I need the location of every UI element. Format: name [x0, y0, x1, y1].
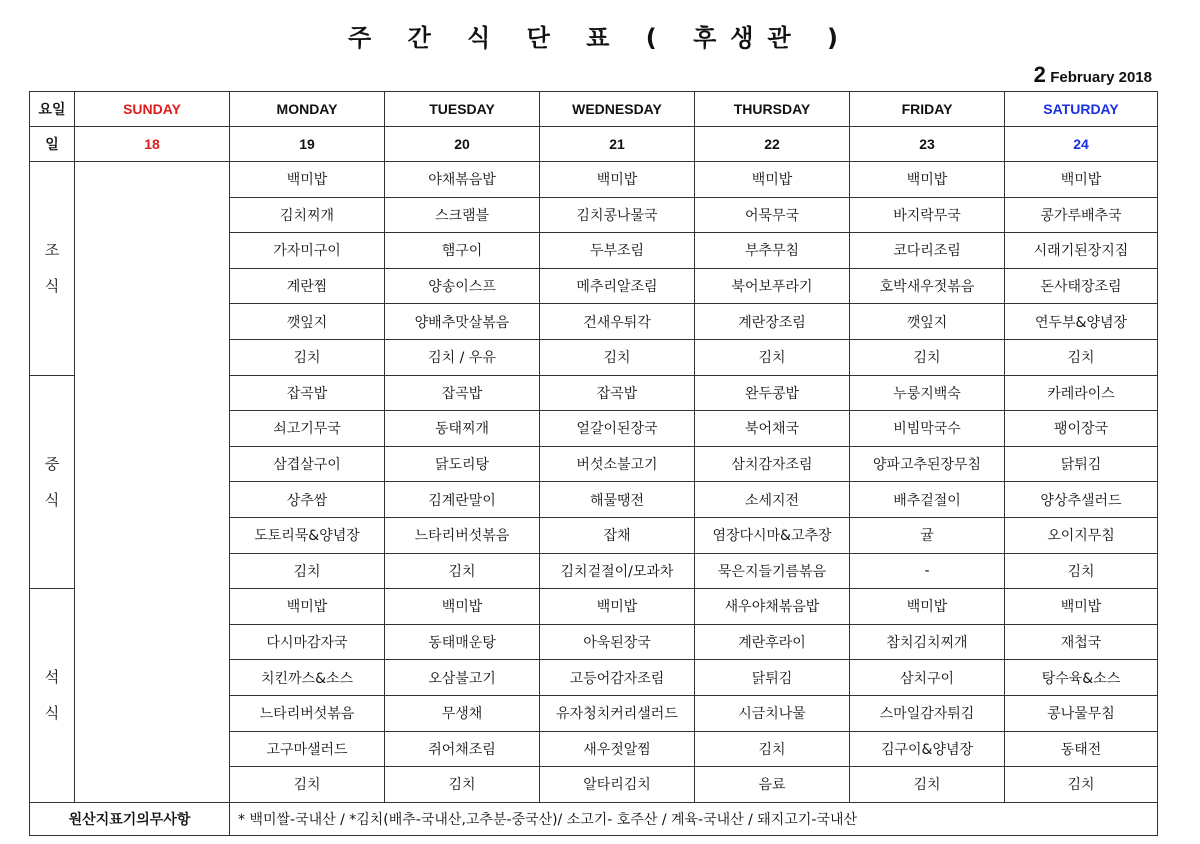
weekday-header-row: [30, 92, 1158, 127]
menu-item: 코다리조림: [850, 233, 1005, 269]
menu-item: 김치: [385, 553, 540, 589]
menu-item: 계란찜: [230, 268, 385, 304]
menu-item: 삼치구이: [850, 660, 1005, 696]
menu-item: 김치: [540, 339, 695, 375]
menu-item: 카레라이스: [1005, 375, 1158, 411]
menu-item: 북어보푸라기: [695, 268, 850, 304]
menu-item: 건새우튀각: [540, 304, 695, 340]
menu-item: 백미밥: [385, 589, 540, 625]
weekday-friday: FRIDAY: [850, 92, 1005, 127]
weekday-label: 요일: [30, 92, 75, 127]
date-label: 일: [30, 127, 75, 162]
menu-item: 가자미구이: [230, 233, 385, 269]
menu-item: 김치콩나물국: [540, 197, 695, 233]
menu-item: 오삼불고기: [385, 660, 540, 696]
menu-item: 백미밥: [540, 162, 695, 198]
menu-item: 묵은지들기름볶음: [695, 553, 850, 589]
menu-item: 동태매운탕: [385, 624, 540, 660]
menu-item: 느타리버섯볶음: [230, 695, 385, 731]
lunch-label: [30, 375, 75, 589]
date-header-row: [30, 127, 1158, 162]
dinner-label: [30, 589, 75, 803]
menu-item: 완두콩밥: [695, 375, 850, 411]
meal-label-char: 조: [44, 241, 60, 260]
weekday-sunday: SUNDAY: [75, 92, 230, 127]
menu-item: 백미밥: [540, 589, 695, 625]
menu-item: 닭튀김: [695, 660, 850, 696]
menu-item: 새우야채볶음밥: [695, 589, 850, 625]
meal-label-char: 식: [44, 277, 60, 296]
menu-item: 소세지전: [695, 482, 850, 518]
menu-item: 어묵무국: [695, 197, 850, 233]
menu-item: 호박새우젓볶음: [850, 268, 1005, 304]
menu-item: 콩가루배추국: [1005, 197, 1158, 233]
weekday-wednesday: WEDNESDAY: [540, 92, 695, 127]
menu-item: 유자청치커리샐러드: [540, 695, 695, 731]
menu-item: 잡곡밥: [230, 375, 385, 411]
sunday-empty-cell: [75, 162, 230, 803]
menu-date: [1034, 62, 1152, 88]
table-row: [30, 162, 1158, 198]
menu-item: 닭튀김: [1005, 446, 1158, 482]
meal-label-char: 중: [44, 454, 60, 473]
menu-item: 김치: [1005, 767, 1158, 803]
menu-item: 상추쌈: [230, 482, 385, 518]
menu-item: 얼갈이된장국: [540, 411, 695, 447]
menu-item: 염장다시마&고추장: [695, 517, 850, 553]
menu-item: 삼치감자조림: [695, 446, 850, 482]
menu-item: 양배추맛살볶음: [385, 304, 540, 340]
weekday-saturday: SATURDAY: [1005, 92, 1158, 127]
date-20: 20: [385, 127, 540, 162]
menu-item: 깻잎지: [230, 304, 385, 340]
menu-item: 도토리묵&양념장: [230, 517, 385, 553]
menu-item: 김치: [230, 339, 385, 375]
menu-item: 김치: [695, 339, 850, 375]
menu-item: 삼겹살구이: [230, 446, 385, 482]
menu-item: 김치: [850, 767, 1005, 803]
menu-item: 탕수육&소스: [1005, 660, 1158, 696]
menu-item: 해물땡전: [540, 482, 695, 518]
origin-notice-text: * 백미쌀-국내산 / *김치(배추-국내산,고추분-중국산)/ 소고기- 호주산 / 계육-국내산 / 돼지고기-국내산: [230, 802, 1158, 835]
menu-item: 양상추샐러드: [1005, 482, 1158, 518]
meal-label-char: 식: [44, 704, 60, 723]
menu-item: 김치겉절이/모과차: [540, 553, 695, 589]
menu-item: 백미밥: [1005, 589, 1158, 625]
breakfast-label: [30, 162, 75, 376]
menu-item: 버섯소불고기: [540, 446, 695, 482]
menu-item: 잡곡밥: [540, 375, 695, 411]
menu-item: 계란장조림: [695, 304, 850, 340]
date-21: 21: [540, 127, 695, 162]
menu-item: 고구마샐러드: [230, 731, 385, 767]
menu-item: 백미밥: [1005, 162, 1158, 198]
date-23: 23: [850, 127, 1005, 162]
menu-item: 배추겉절이: [850, 482, 1005, 518]
menu-item: 고등어감자조림: [540, 660, 695, 696]
menu-item: 백미밥: [850, 162, 1005, 198]
menu-item: 햄구이: [385, 233, 540, 269]
meal-label-char: 석: [44, 668, 60, 687]
menu-item: 계란후라이: [695, 624, 850, 660]
menu-item: 팽이장국: [1005, 411, 1158, 447]
weekly-menu-table: [29, 91, 1158, 836]
menu-item: 양송이스프: [385, 268, 540, 304]
menu-item: 연두부&양념장: [1005, 304, 1158, 340]
menu-item: 귤: [850, 517, 1005, 553]
page-title: 주 간 식 단 표 ( 후생관 ): [348, 24, 852, 52]
menu-item: 쥐어채조림: [385, 731, 540, 767]
meal-label-char: 식: [44, 490, 60, 509]
date-22: 22: [695, 127, 850, 162]
menu-item: 북어채국: [695, 411, 850, 447]
menu-item: 스크램블: [385, 197, 540, 233]
menu-item: 새우젓알찜: [540, 731, 695, 767]
menu-item: 김치: [850, 339, 1005, 375]
menu-item: 백미밥: [695, 162, 850, 198]
menu-item: 김치: [385, 767, 540, 803]
menu-item: 바지락무국: [850, 197, 1005, 233]
menu-item: 김치: [695, 731, 850, 767]
date-18: 18: [75, 127, 230, 162]
menu-item: 깻잎지: [850, 304, 1005, 340]
menu-item: 두부조림: [540, 233, 695, 269]
menu-item: 다시마감자국: [230, 624, 385, 660]
menu-item: 쇠고기무국: [230, 411, 385, 447]
date-day: 2: [1033, 62, 1046, 87]
menu-item: 야채볶음밥: [385, 162, 540, 198]
menu-item: 김치: [1005, 553, 1158, 589]
date-month-year: February 2018: [1050, 69, 1152, 86]
menu-item: 양파고추된장무침: [850, 446, 1005, 482]
date-19: 19: [230, 127, 385, 162]
menu-item: 음료: [695, 767, 850, 803]
menu-item: 동태찌개: [385, 411, 540, 447]
menu-item: 부추무침: [695, 233, 850, 269]
menu-item: 누룽지백숙: [850, 375, 1005, 411]
menu-item: -: [850, 553, 1005, 589]
menu-item: 치킨까스&소스: [230, 660, 385, 696]
menu-item: 김치찌개: [230, 197, 385, 233]
weekday-thursday: THURSDAY: [695, 92, 850, 127]
menu-item: 백미밥: [230, 589, 385, 625]
menu-item: 메추리알조림: [540, 268, 695, 304]
menu-item: 아욱된장국: [540, 624, 695, 660]
menu-item: 김계란말이: [385, 482, 540, 518]
date-24: 24: [1005, 127, 1158, 162]
origin-notice-row: [30, 802, 1158, 835]
menu-item: 김치: [230, 553, 385, 589]
menu-item: 알타리김치: [540, 767, 695, 803]
menu-item: 김치: [1005, 339, 1158, 375]
menu-item: 무생채: [385, 695, 540, 731]
menu-item: 참치김치찌개: [850, 624, 1005, 660]
menu-item: 재첩국: [1005, 624, 1158, 660]
menu-item: 백미밥: [850, 589, 1005, 625]
menu-item: 닭도리탕: [385, 446, 540, 482]
menu-item: 잡곡밥: [385, 375, 540, 411]
menu-item: 김치: [230, 767, 385, 803]
menu-item: 잡채: [540, 517, 695, 553]
menu-item: 시래기된장지짐: [1005, 233, 1158, 269]
menu-item: 김구이&양념장: [850, 731, 1005, 767]
menu-item: 콩나물무침: [1005, 695, 1158, 731]
menu-item: 느타리버섯볶음: [385, 517, 540, 553]
menu-item: 백미밥: [230, 162, 385, 198]
menu-item: 동태전: [1005, 731, 1158, 767]
menu-item: 김치 / 우유: [385, 339, 540, 375]
weekday-monday: MONDAY: [230, 92, 385, 127]
origin-notice-label: 원산지표기의무사항: [30, 802, 230, 835]
weekday-tuesday: TUESDAY: [385, 92, 540, 127]
menu-item: 시금치나물: [695, 695, 850, 731]
menu-item: 돈사태장조림: [1005, 268, 1158, 304]
menu-item: 오이지무침: [1005, 517, 1158, 553]
menu-item: 스마일감자튀김: [850, 695, 1005, 731]
menu-item: 비빔막국수: [850, 411, 1005, 447]
